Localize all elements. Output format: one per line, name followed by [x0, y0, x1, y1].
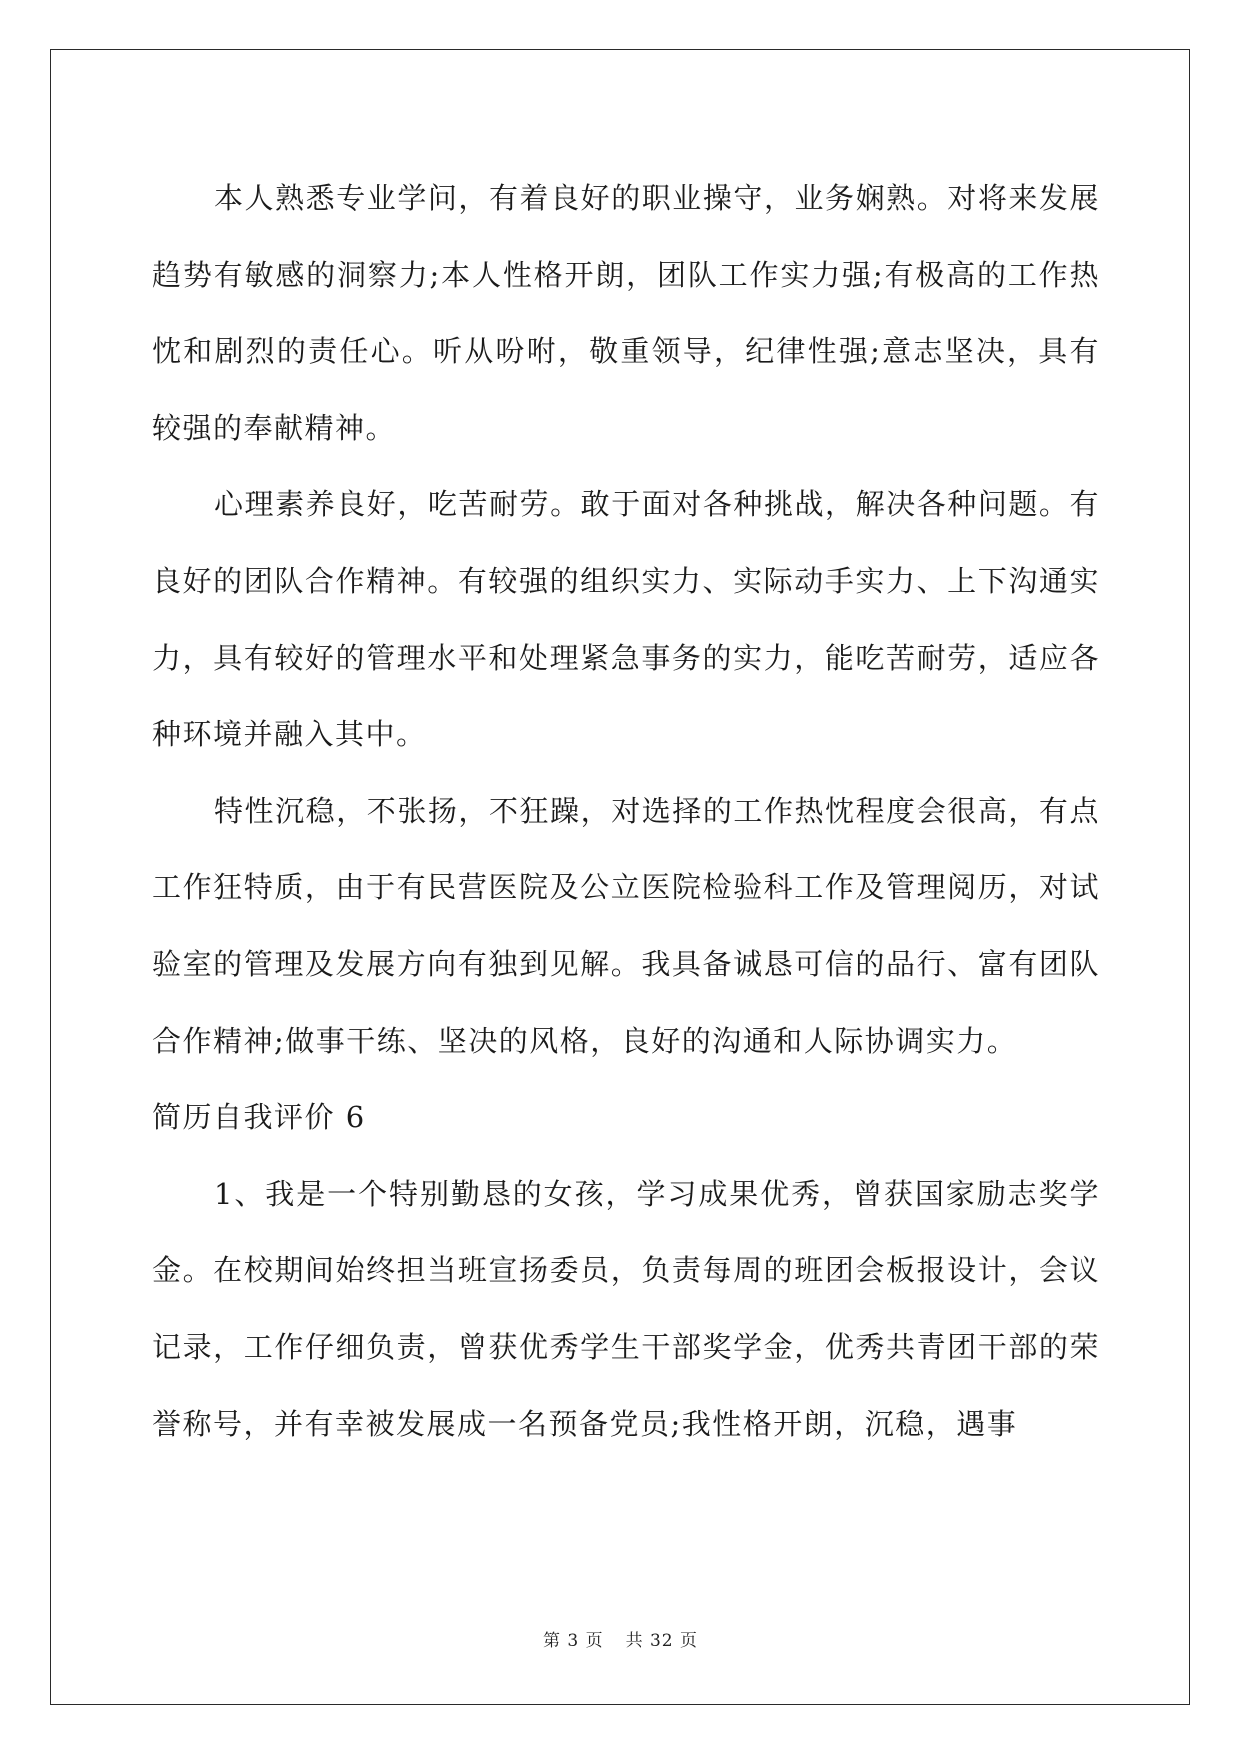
- total-page-count: 共 32 页: [625, 1631, 699, 1651]
- paragraph-self-evaluation-3: 特性沉稳，不张扬，不狂躁，对选择的工作热忱程度会很高，有点工作狂特质，由于有民营医院及公立医院检验科工作及管理阅历，对试验室的管理及发展方向有独到见解。我具备诚恳可信的品行、富有团队合作精神;做事干练、坚决的风格，良好的沟通和人际协调实力。: [152, 793, 1100, 1058]
- current-page-number: 第 3 页: [542, 1631, 604, 1651]
- paragraph-self-evaluation-1: 本人熟悉专业学问，有着良好的职业操守，业务娴熟。对将来发展趋势有敏感的洞察力;本人性格开朗，团队工作实力强;有极高的工作热忱和剧烈的责任心。听从吩咐，敬重领导，纪律性强;意志坚决，具有较强的奉献精神。: [152, 181, 1100, 445]
- page-footer: [0, 1626, 1241, 1651]
- paragraph-self-evaluation-4: 1、我是一个特别勤恳的女孩，学习成果优秀，曾获国家励志奖学金。在校期间始终担当班宣扬委员，负责每周的班团会板报设计，会议记录，工作仔细负责，曾获优秀学生干部奖学金，优秀共青团干部的荣誉称号，并有幸被发展成一名预备党员;我性格开朗，沉稳，遇事: [152, 1176, 1100, 1441]
- document-body: [152, 160, 1100, 1462]
- paragraph-self-evaluation-2: 心理素养良好，吃苦耐劳。敢于面对各种挑战，解决各种问题。有良好的团队合作精神。有较强的组织实力、实际动手实力、上下沟通实力，具有较好的管理水平和处理紧急事务的实力，能吃苦耐劳，适应各种环境并融入其中。: [152, 487, 1100, 752]
- section-heading: 简历自我评价 6: [152, 1100, 366, 1135]
